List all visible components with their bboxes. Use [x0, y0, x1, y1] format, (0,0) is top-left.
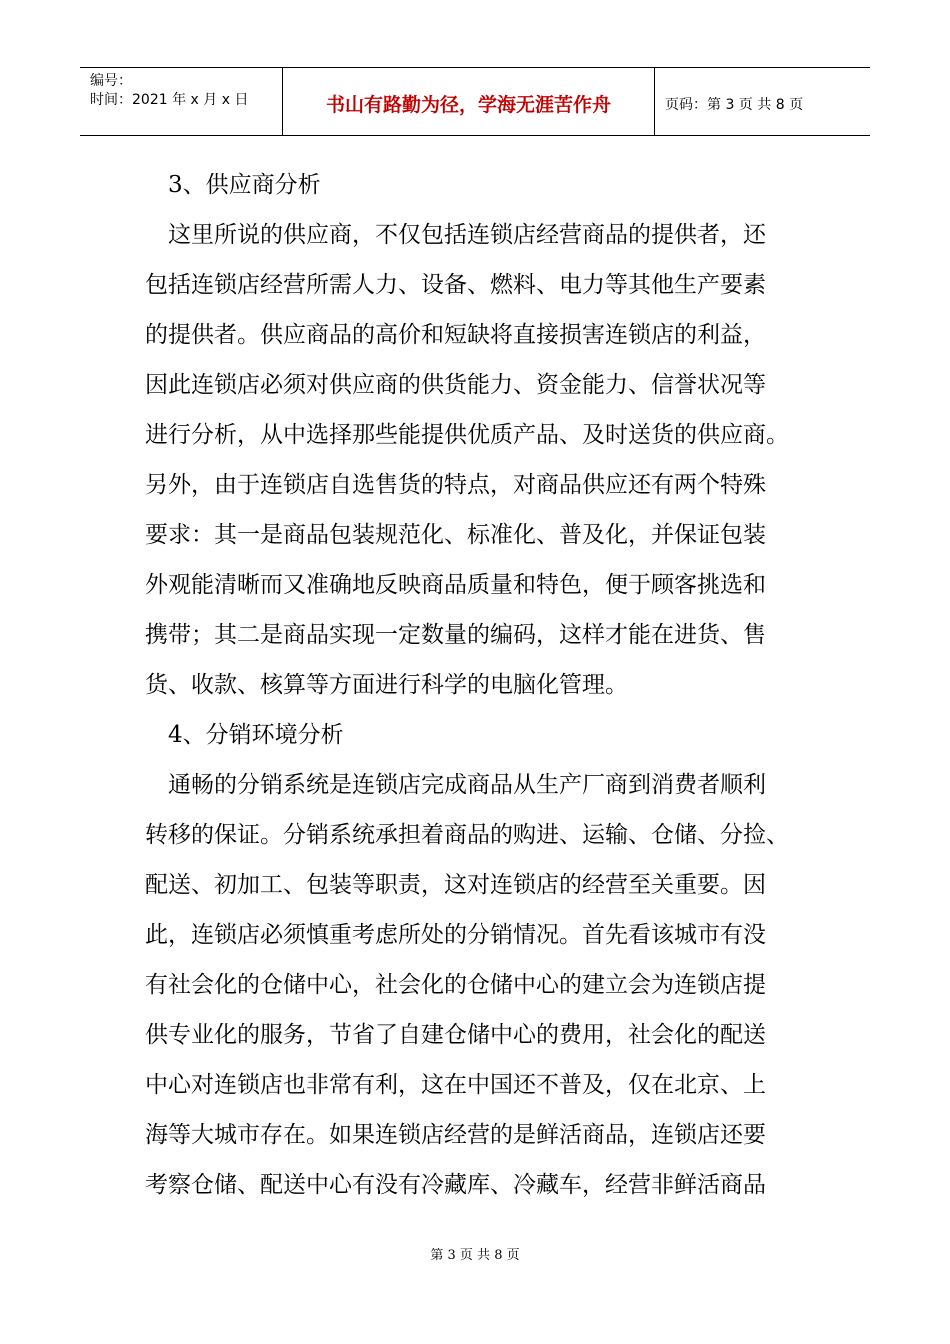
paragraph-line: 有社会化的仓储中心，社会化的仓储中心的建立会为连锁店提 [145, 972, 766, 998]
paragraph-line: 因此连锁店必须对供应商的供货能力、资金能力、信誉状况等 [145, 372, 766, 398]
paragraph-line: 通畅的分销系统是连锁店完成商品从生产厂商到消费者顺利 [168, 772, 766, 798]
paragraph-line: 海等大城市存在。如果连锁店经营的是鲜活商品，连锁店还要 [145, 1122, 766, 1148]
paragraph-line: 外观能清晰而又准确地反映商品质量和特色，便于顾客挑选和 [145, 572, 766, 598]
document-body [145, 160, 810, 1210]
paragraph-line: 中心对连锁店也非常有利，这在中国还不普及，仅在北京、上 [145, 1072, 766, 1098]
paragraph-line: 要求：其一是商品包装规范化、标准化、普及化，并保证包装 [145, 522, 766, 548]
page-header [80, 67, 870, 136]
paragraph-line: 的提供者。供应商品的高价和短缺将直接损害连锁店的利益， [145, 322, 766, 348]
paragraph-line: 配送、初加工、包装等职责，这对连锁店的经营至关重要。因 [145, 872, 766, 898]
paragraph-line: 携带；其二是商品实现一定数量的编码，这样才能在进货、售 [145, 622, 766, 648]
section-heading-distribution: 4、分销环境分析 [168, 722, 344, 748]
paragraph-line: 转移的保证。分销系统承担着商品的购进、运输、仓储、分捡、 [145, 822, 789, 848]
page-footer: 第 3 页 共 8 页 [430, 1248, 520, 1263]
paragraph-line: 进行分析，从中选择那些能提供优质产品、及时送货的供应商。 [145, 422, 789, 448]
header-meta-cell [80, 68, 283, 135]
paragraph-line: 供专业化的服务，节省了自建仓储中心的费用，社会化的配送 [145, 1022, 766, 1048]
paragraph-line: 货、收款、核算等方面进行科学的电脑化管理。 [145, 672, 628, 698]
header-motto: 书山有路勤为径，学海无涯苦作舟 [283, 68, 655, 135]
paragraph-line: 这里所说的供应商，不仅包括连锁店经营商品的提供者，还 [168, 222, 766, 248]
paragraph-line: 考察仓储、配送中心有没有冷藏库、冷藏车，经营非鲜活商品 [145, 1172, 766, 1198]
section-heading-suppliers: 3、供应商分析 [168, 172, 321, 198]
document-date-label: 时间：2021 年 x 月 x 日 [90, 92, 249, 108]
paragraph-line: 此，连锁店必须慎重考虑所处的分销情况。首先看该城市有没 [145, 922, 766, 948]
paragraph-line: 另外，由于连锁店自选售货的特点，对商品供应还有两个特殊 [145, 472, 766, 498]
header-page-info: 页码：第 3 页 共 8 页 [665, 96, 804, 113]
paragraph-line: 包括连锁店经营所需人力、设备、燃料、电力等其他生产要素 [145, 272, 766, 298]
document-number-label: 编号： [90, 73, 132, 89]
